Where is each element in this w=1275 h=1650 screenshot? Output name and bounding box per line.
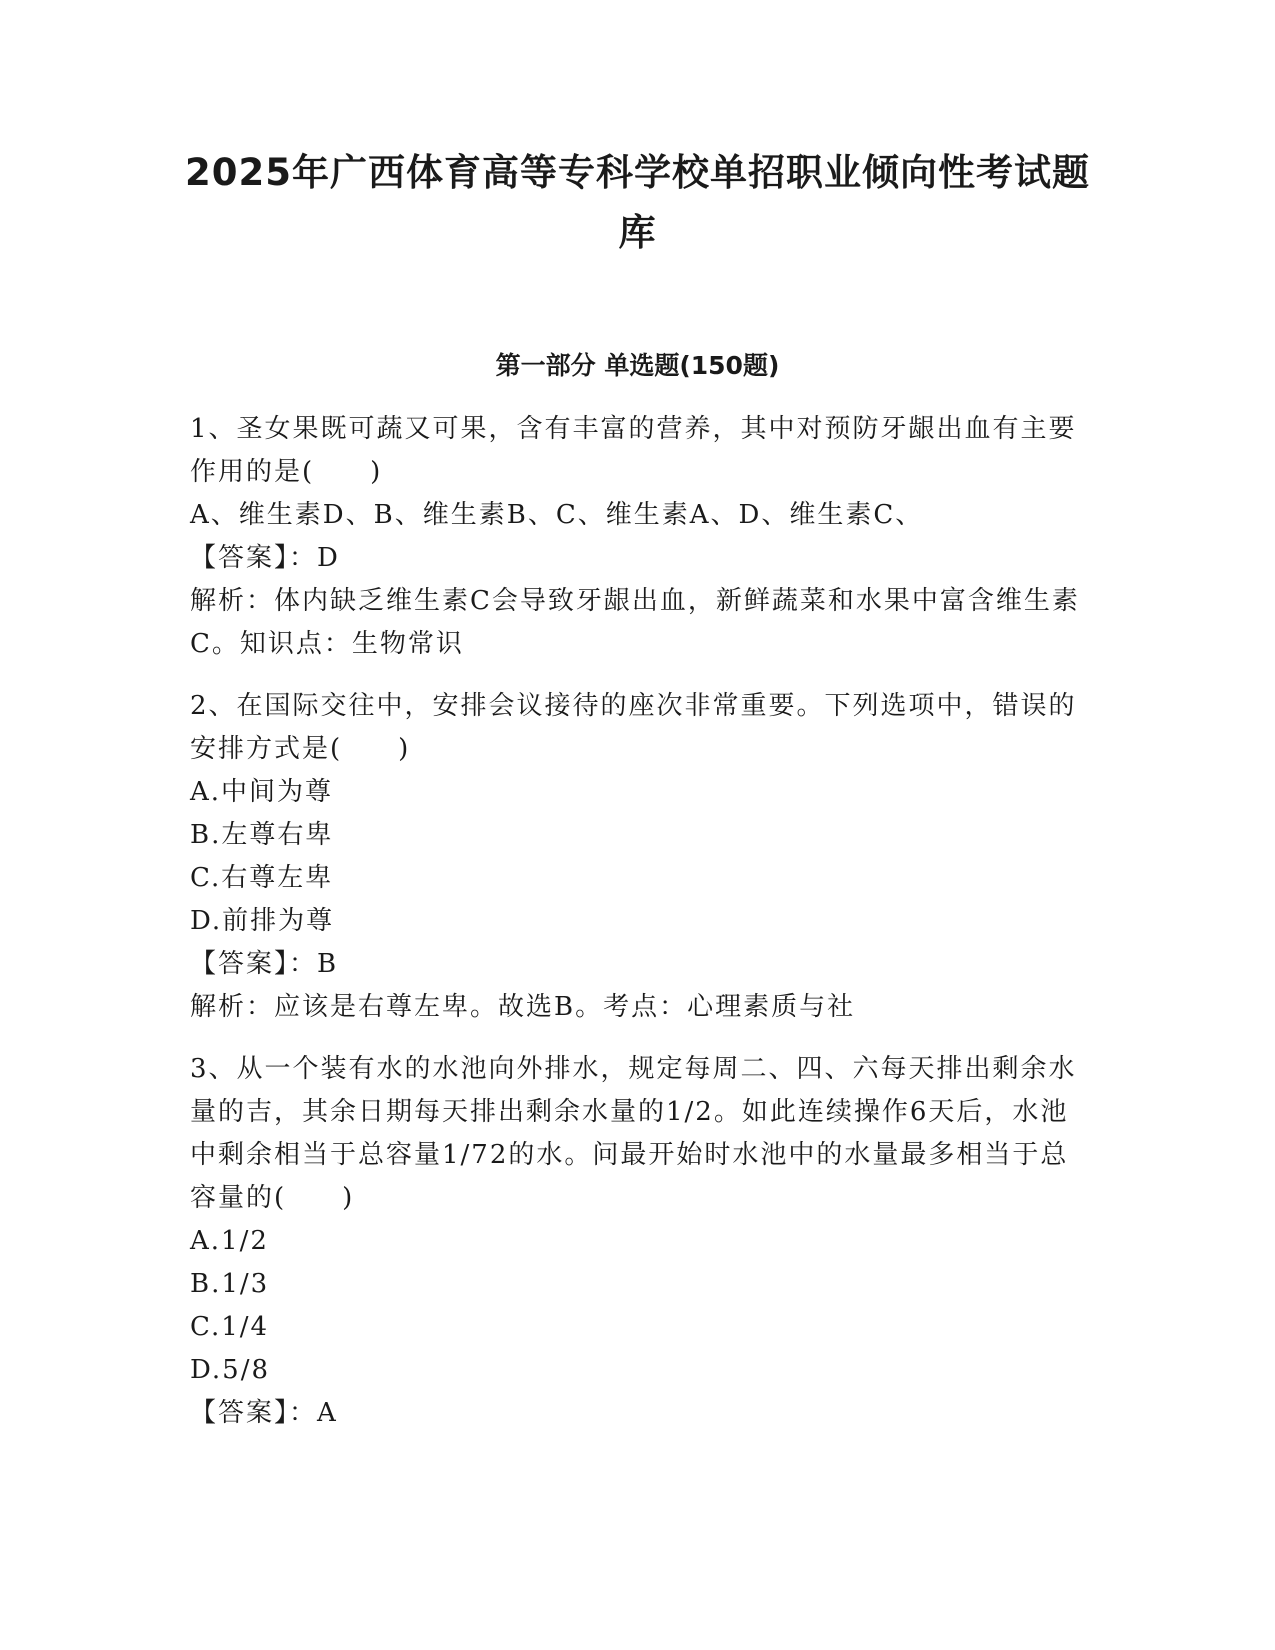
- option-b: B.左尊右卑: [190, 820, 334, 850]
- explanation: 解析：应该是右尊左卑。故选B。考点：心理素质与社: [190, 992, 856, 1022]
- answer: 【答案】：A: [190, 1398, 338, 1428]
- question-1: [190, 408, 1085, 666]
- explanation: 解析：体内缺乏维生素C会导致牙龈出血，新鲜蔬菜和水果中富含维生素C。知识点：生物常识: [190, 586, 1080, 659]
- option-d: D.5/8: [190, 1355, 271, 1385]
- document-title: 2025年广西体育高等专科学校单招职业倾向性考试题库: [185, 151, 1090, 254]
- question-2: [190, 685, 1085, 1029]
- question-list: [190, 408, 1085, 1454]
- question-options: A、维生素D、B、维生素B、C、维生素A、D、维生素C、: [190, 500, 924, 530]
- option-d: D.前排为尊: [190, 906, 335, 936]
- question-stem: 2、在国际交往中，安排会议接待的座次非常重要。下列选项中，错误的安排方式是( ): [190, 691, 1077, 764]
- answer: 【答案】：D: [190, 543, 340, 573]
- option-a: A.中间为尊: [190, 777, 334, 807]
- question-3: [190, 1048, 1085, 1435]
- section-heading: 第一部分 单选题(150题): [495, 351, 780, 380]
- option-c: C.右尊左卑: [190, 863, 334, 893]
- option-c: C.1/4: [190, 1312, 270, 1342]
- option-b: B.1/3: [190, 1269, 270, 1299]
- option-a: A.1/2: [190, 1226, 269, 1256]
- question-stem: 1、圣女果既可蔬又可果，含有丰富的营养，其中对预防牙龈出血有主要作用的是( ): [190, 414, 1077, 487]
- question-stem: 3、从一个装有水的水池向外排水，规定每周二、四、六每天排出剩余水量的吉，其余日期每天排出剩余水量的1/2。如此连续操作6天后，水池中剩余相当于总容量1/72的水。问最开始时水池中的水量最多相当于总容量的( ): [190, 1054, 1077, 1213]
- answer: 【答案】：B: [190, 949, 339, 979]
